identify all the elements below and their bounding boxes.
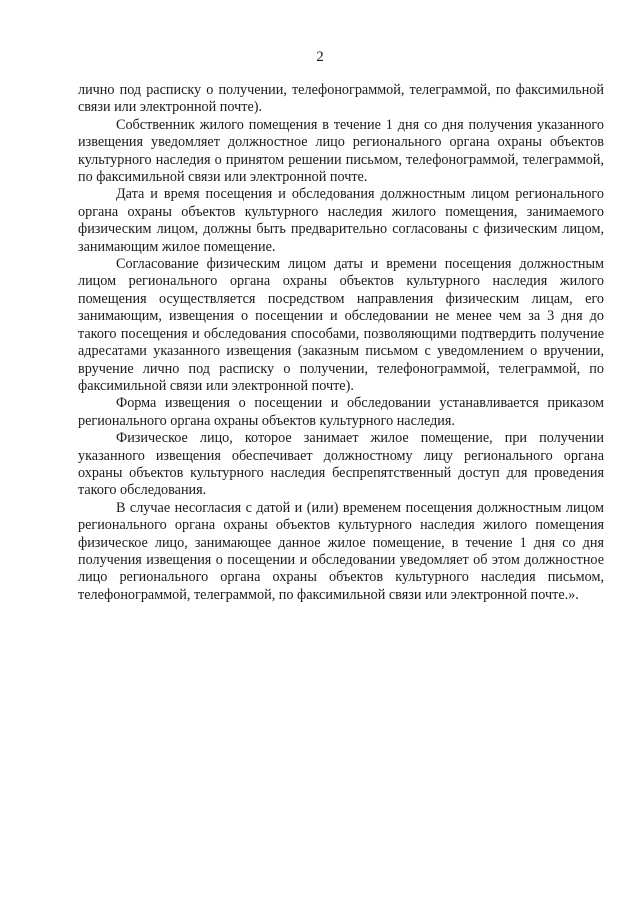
paragraph-notice-form: Форма извещения о посещении и обследовании устанавливается приказом регионального органа охраны объектов культурного наследия. (78, 395, 604, 429)
paragraph-date-agreement: Дата и время посещения и обследования должностным лицом регионального органа охраны объектов культурного наследия жилого помещения, занимаемого физическим лицом, должны быть предварительно согласованы с физическим лицом, занимающим жилое помещение. (78, 186, 604, 255)
paragraph-access-obligation: Физическое лицо, которое занимает жилое помещение, при получении указанного извещения обеспечивает должностному лицу регионального органа охраны объектов культурного наследия беспрепятственный доступ для проведения такого обследования. (78, 430, 604, 499)
paragraph-notice-delivery: Согласование физическим лицом даты и времени посещения должностным лицом регионального органа охраны объектов культурного наследия жилого помещения осуществляется посредством направления физическим лицам, его занимающим, извещения о посещении и обследовании не менее чем за 3 дня до такого посещения и обследования способами, позволяющими подтвердить получение адресатами указанного извещения (заказным письмом с уведомлением о вручении, вручение лично под расписку о получении, телефонограммой, телеграммой, по факсимильной связи или электронной почте). (78, 256, 604, 394)
document-body (78, 82, 604, 604)
paragraph-continuation: лично под расписку о получении, телефонограммой, телеграммой, по факсимильной связи или электронной почте). (78, 82, 604, 116)
paragraph-owner-notification: Собственник жилого помещения в течение 1 дня со дня получения указанного извещения уведомляет должностное лицо регионального органа охраны объектов культурного наследия о принятом решении письмом, телефонограммой, телеграммой, по факсимильной связи или электронной почте. (78, 116, 604, 186)
page-number: 2 (316, 49, 324, 65)
paragraph-disagreement: В случае несогласия с датой и (или) временем посещения должностным лицом регионального органа охраны объектов культурного наследия жилого помещения физическое лицо, занимающее данное жилое помещение, в течение 1 дня со дня получения извещения о посещении и обследовании уведомляет об этом должностное лицо регионального органа охраны объектов культурного наследия письмом, телефонограммой, телеграммой, по факсимильной связи или электронной почте.». (78, 499, 604, 603)
